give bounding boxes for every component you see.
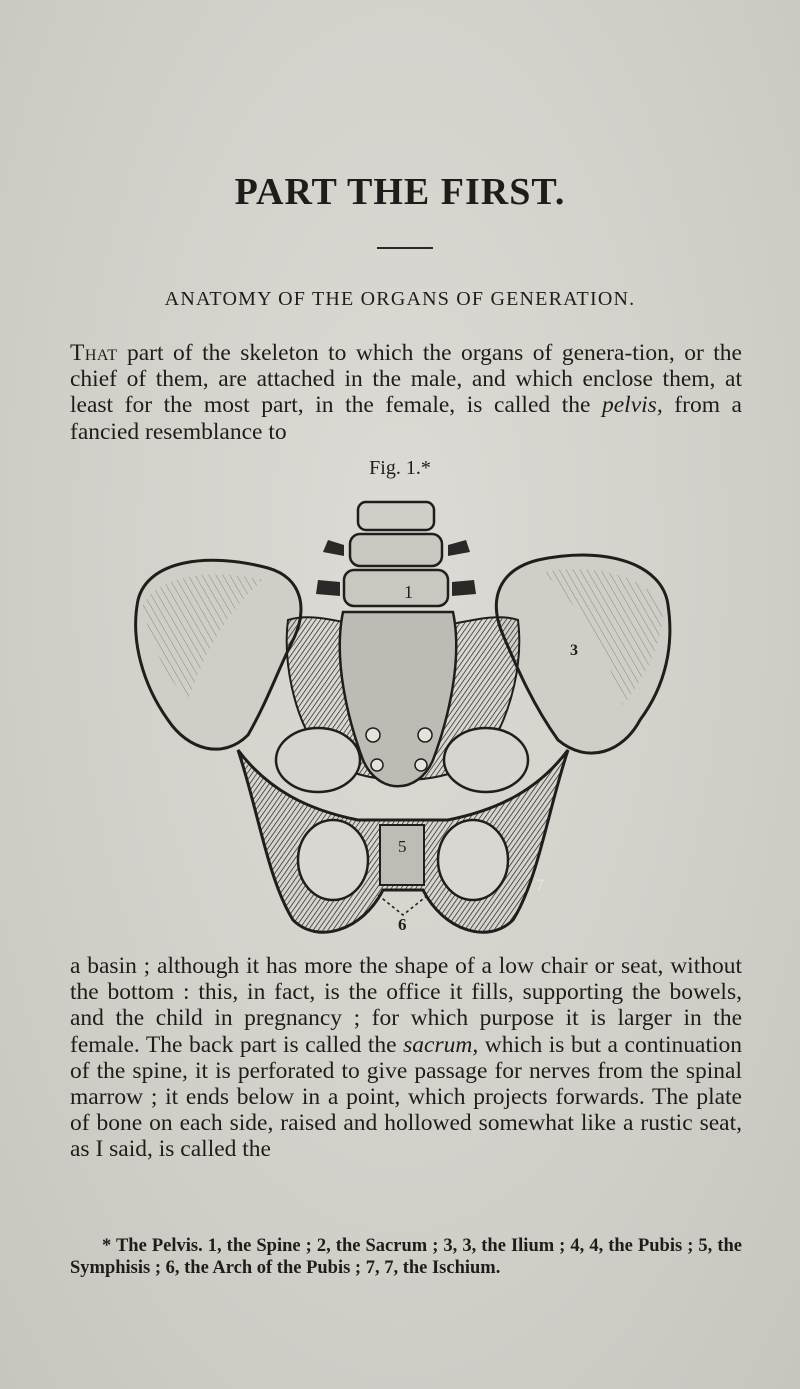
paragraph-2-tail: which is but a continuation of the spine, it is perforated to give passage for nerves from the spinal marrow ; it ends below in a point, which projects forwards. The plate of bone on each side, raised and hollowed somewhat like a rustic seat, as I said, is called the <box>70 1031 743 1163</box>
figure-label-6: 6 <box>398 915 407 934</box>
spine-vertebrae <box>316 502 476 606</box>
term-pelvis: pelvis, <box>602 392 663 419</box>
title-rule <box>377 247 433 249</box>
figure-label-5: 5 <box>398 837 407 856</box>
figure-label-3: 3 <box>570 642 578 659</box>
paragraph-1-text: part of the skeleton to which the organs of genera-tion, or the chief of them, are attached in the male, and which enclose them, at least for the most part, in the female, is called the <box>70 340 742 419</box>
paragraph-1-tail: from a fancied resemblance to <box>70 392 742 445</box>
figure-caption: Fig. 1.* <box>369 457 431 479</box>
paragraph-2 <box>70 953 742 1163</box>
part-title: PART THE FIRST. <box>234 171 566 213</box>
term-sacrum: sacrum, <box>403 1031 479 1058</box>
pelvis-engraving <box>118 490 688 950</box>
footnote-text: * The Pelvis. 1, the Spine ; 2, the Sacrum ; 3, 3, the Ilium ; 4, 4, the Pubis ; 5, the Symphisis ; 6, the Arch of the Pubis ; 7, 7, the Ischium. <box>70 1236 742 1278</box>
figure-label-1: 1 <box>404 582 413 602</box>
lead-word: That <box>70 340 118 366</box>
footnote <box>70 1236 742 1279</box>
paragraph-1 <box>70 340 742 445</box>
paragraph-2-text: a basin ; although it has more the shape of a low chair or seat, without the bottom : this, in fact, is the office it fills, supporting the bowels, and the child in pregnancy ; for which purpose it is larger in the female. The back part is called the <box>70 953 742 1058</box>
chapter-title: ANATOMY OF THE ORGANS OF GENERATION. <box>164 288 636 310</box>
figure-label-7: 7 <box>536 877 544 894</box>
